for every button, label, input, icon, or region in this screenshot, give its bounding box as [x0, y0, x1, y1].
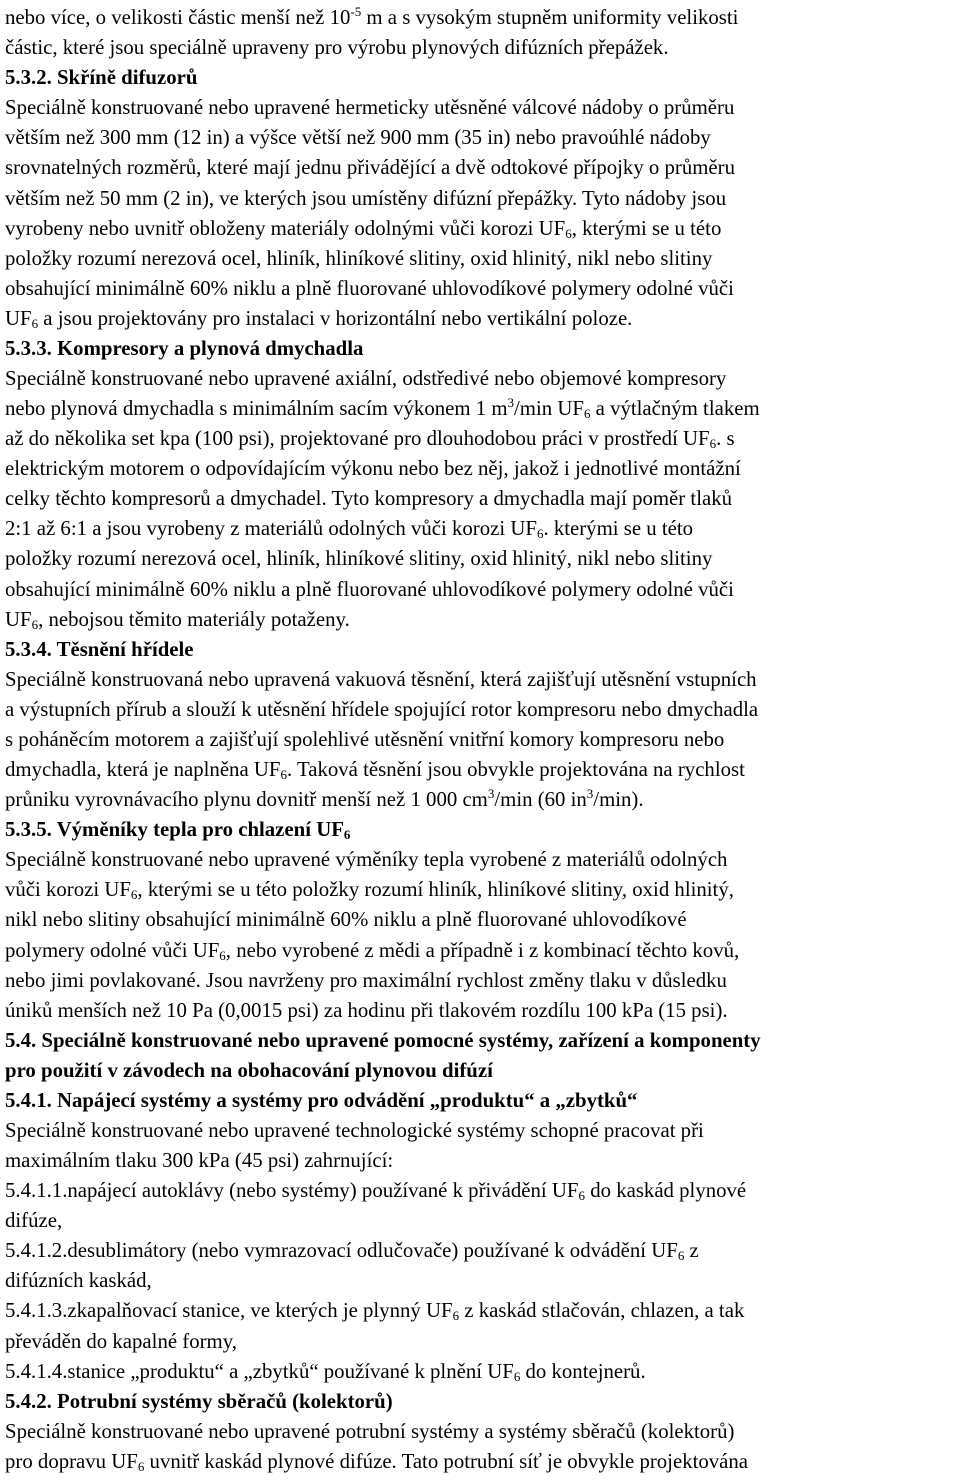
superscript: 3 [507, 395, 515, 410]
text-line [5, 1447, 748, 1477]
text-run: 5.3.3. Kompresory a plynová dmychadla [5, 336, 364, 360]
section-heading [5, 635, 194, 665]
text-run: celky těchto kompresorů a dmychadel. Tyto kompresory a dmychadla mají poměr tlaků [5, 487, 732, 511]
subscript: 6 [31, 315, 39, 331]
text-run: obsahující minimálně 60% niklu a plně fluorované uhlovodíkové polymery odolné vůči [5, 276, 734, 300]
text-run: . Taková těsnění jsou obvykle projektována na rychlost [286, 758, 745, 781]
text-run: 2:1 až 6:1 a jsou vyrobeny z materiálů odolných vůči korozi UF [5, 517, 537, 541]
text-line [5, 966, 727, 996]
text-run: difúzních kaskád, [5, 1269, 152, 1293]
text-run: , nebojsou těmito materiály potaženy. [38, 607, 350, 631]
text-run: a jsou projektovány pro instalaci v horizontální nebo vertikální poloze. [38, 306, 633, 330]
text-line [5, 33, 669, 63]
text-run: . kterými se u této [543, 517, 694, 541]
text-run: dmychadla, která je naplněna UF [5, 758, 281, 781]
text-line [5, 1327, 237, 1357]
text-run: a výtlačným tlakem [590, 397, 760, 420]
text-run: s poháněcím motorem a zajišťují spolehlivé utěsnění vnitřní komory kompresoru nebo [5, 727, 725, 751]
text-line [5, 3, 738, 33]
text-run: do kaskád plynové [585, 1179, 747, 1203]
text-run: /min (60 in [494, 788, 587, 812]
section-heading [5, 63, 197, 93]
subscript: 6 [677, 1248, 685, 1264]
text-run: 5.4.1.3.zkapalňovací stanice, ve kterých je plynný UF [5, 1299, 453, 1323]
text-line [5, 424, 735, 454]
subscript: 6 [137, 1458, 145, 1474]
subscript: 6 [583, 406, 591, 421]
text-run: 5.4. Speciálně konstruované nebo upravené pomocné systémy, zařízení a komponenty [5, 1028, 761, 1052]
superscript: -5 [350, 4, 362, 19]
superscript: 3 [487, 786, 495, 802]
text-run: vyrobeny nebo uvnitř obloženy materiály odolnými vůči korozi UF [5, 216, 566, 240]
text-run: m a s vysokým stupněm uniformity velikosti [361, 6, 739, 29]
text-line [5, 755, 745, 785]
text-run: nikl nebo slitiny obsahující minimálně 60% niklu a plně fluorované uhlovodíkové [5, 908, 687, 932]
section-heading [5, 1086, 637, 1116]
text-run: 5.4.1.1.napájecí autoklávy (nebo systémy) používané k přivádění UF [5, 1179, 579, 1203]
text-run: elektrickým motorem o odpovídajícím výkonu nebo bez něj, jakož i jednotlivé montážní [5, 457, 741, 481]
subscript: 6 [452, 1308, 460, 1324]
subscript: 6 [709, 436, 717, 452]
text-run: difúze, [5, 1209, 63, 1233]
text-line [5, 875, 734, 905]
text-line [5, 364, 726, 394]
text-run: Speciálně konstruovaná nebo upravená vakuová těsnění, která zajišťují utěsnění vstupních [5, 667, 757, 691]
text-line [5, 214, 721, 244]
text-run: , kterými se u této položky rozumí hliník, hliníkové slitiny, oxid hlinitý, [137, 878, 734, 902]
text-line [5, 936, 739, 966]
text-line [5, 1296, 744, 1326]
text-run: nebo plynová dmychadla s minimálním sacím výkonem 1 m [5, 397, 508, 420]
text-run: Speciálně konstruované nebo upravené výměníky tepla vyrobené z materiálů odolných [5, 848, 728, 872]
text-line [5, 123, 711, 153]
text-run: 5.3.5. Výměníky tepla pro chlazení UF [5, 818, 344, 842]
text-run: . s [716, 427, 735, 451]
text-line [5, 544, 712, 574]
text-run: obsahující minimálně 60% niklu a plně fluorované uhlovodíkové polymery odolné vůči [5, 577, 734, 601]
text-line [5, 845, 727, 875]
subscript: 6 [513, 1368, 521, 1384]
text-line [5, 1176, 746, 1206]
subscript: 6 [578, 1188, 585, 1204]
text-line [5, 1417, 734, 1447]
section-heading [5, 815, 350, 845]
text-run: pro dopravu UF [5, 1449, 138, 1473]
text-run: průniku vyrovnávacího plynu dovnitř menší než 1 000 cm [5, 788, 488, 812]
text-run: Speciálně konstruované nebo upravené technologické systémy schopné pracovat při [5, 1119, 704, 1142]
text-run: 5.4.2. Potrubní systémy sběračů (kolektorů) [5, 1389, 393, 1413]
text-line [5, 184, 726, 214]
text-line [5, 575, 734, 605]
text-run: z kaskád stlačován, chlazen, a tak [459, 1299, 745, 1323]
text-run: úniků menších než 10 Pa (0,0015 psi) za hodinu při tlakovém rozdílu 100 kPa (15 psi). [5, 998, 728, 1022]
text-run: /min UF [514, 397, 584, 420]
text-line [5, 996, 728, 1026]
superscript: 3 [586, 786, 594, 802]
text-run: částic, které jsou speciálně upraveny pro výrobu plynových difúzních přepážek. [5, 36, 669, 60]
subscript: 6 [343, 827, 351, 843]
text-run: srovnatelných rozměrů, které mají jednu přivádějící a dvě odtokové přípojky o průměru [5, 156, 735, 180]
subscript: 6 [31, 616, 39, 632]
text-line [5, 153, 735, 183]
text-run: UF [5, 306, 32, 330]
text-line [5, 274, 734, 304]
text-run: , kterými se u této [571, 216, 722, 240]
text-run: Speciálně konstruované nebo upravené potrubní systémy a systémy sběračů (kolektorů) [5, 1419, 735, 1443]
text-run: 5.4.1. Napájecí systémy a systémy pro odvádění „produktu“ a „zbytků“ [5, 1088, 638, 1112]
text-line [5, 1116, 704, 1146]
subscript: 6 [536, 526, 544, 542]
text-run: maximálním tlaku 300 kPa (45 psi) zahrnující: [5, 1149, 394, 1172]
text-line [5, 454, 741, 484]
subscript: 6 [219, 947, 226, 963]
section-heading [5, 1387, 393, 1417]
text-run: 5.3.4. Těsnění hřídele [5, 637, 194, 661]
text-line [5, 905, 687, 935]
text-line [5, 1206, 62, 1236]
text-run: /min). [593, 788, 644, 812]
text-line [5, 1236, 699, 1266]
text-run: převáděn do kapalné formy, [5, 1329, 237, 1353]
text-run: uvnitř kaskád plynové difúze. Tato potrubní síť je obvykle projektována [144, 1449, 749, 1473]
text-line [5, 514, 693, 544]
text-line [5, 244, 712, 274]
text-run: položky rozumí nerezová ocel, hliník, hliníkové slitiny, oxid hlinitý, nikl nebo slitiny [5, 547, 713, 571]
text-line [5, 605, 350, 635]
text-run: vůči korozi UF [5, 878, 131, 902]
text-line [5, 304, 632, 334]
text-run: 5.4.1.2.desublimátory (nebo vymrazovací odlučovače) používané k odvádění UF [5, 1239, 678, 1263]
text-run: nebo jimi povlakované. Jsou navrženy pro maximální rychlost změny tlaku v důsledku [5, 968, 727, 992]
text-line [5, 93, 734, 123]
text-run: , nebo vyrobené z mědi a případně i z kombinací těchto kovů, [225, 938, 740, 962]
text-run: pro použití v závodech na obohacování plynovou difúzí [5, 1058, 493, 1082]
text-run: 5.3.2. Skříně difuzorů [5, 66, 198, 90]
text-run: a výstupních přírub a slouží k utěsnění hřídele spojující rotor kompresoru nebo dmychadla [5, 697, 759, 721]
section-heading [5, 334, 363, 364]
section-heading [5, 1026, 761, 1056]
text-line [5, 1146, 393, 1176]
text-run: Speciálně konstruované nebo upravené hermeticky utěsněné válcové nádoby o průměru [5, 96, 735, 120]
text-line [5, 725, 724, 755]
text-run: větším než 50 mm (2 in), ve kterých jsou umístěny difúzní přepážky. Tyto nádoby jsou [5, 186, 727, 210]
text-run: nebo více, o velikosti částic menší než 10 [5, 6, 351, 29]
text-line [5, 695, 758, 725]
text-line [5, 1266, 152, 1296]
subscript: 6 [565, 225, 572, 241]
text-run: UF [5, 607, 32, 631]
text-run: větším než 300 mm (12 in) a výšce větší než 900 mm (35 in) nebo pravoúhlé nádoby [5, 126, 711, 150]
text-line [5, 484, 732, 514]
text-run: až do několika set kpa (100 psi), projektované pro dlouhodobou práci v prostředí UF [5, 427, 710, 451]
text-run: polymery odolné vůči UF [5, 938, 220, 962]
text-run: do kontejnerů. [520, 1359, 646, 1383]
section-heading [5, 1056, 493, 1086]
text-run: Speciálně konstruované nebo upravené axiální, odstředivé nebo objemové kompresory [5, 367, 727, 390]
subscript: 6 [280, 767, 287, 782]
text-line [5, 785, 644, 815]
subscript: 6 [130, 887, 138, 903]
text-line [5, 1357, 646, 1387]
text-line [5, 394, 760, 424]
text-run: z [684, 1239, 699, 1263]
text-line [5, 665, 757, 695]
text-run: 5.4.1.4.stanice „produktu“ a „zbytků“ používané k plnění UF [5, 1359, 514, 1383]
text-run: položky rozumí nerezová ocel, hliník, hliníkové slitiny, oxid hlinitý, nikl nebo slitiny [5, 246, 713, 270]
